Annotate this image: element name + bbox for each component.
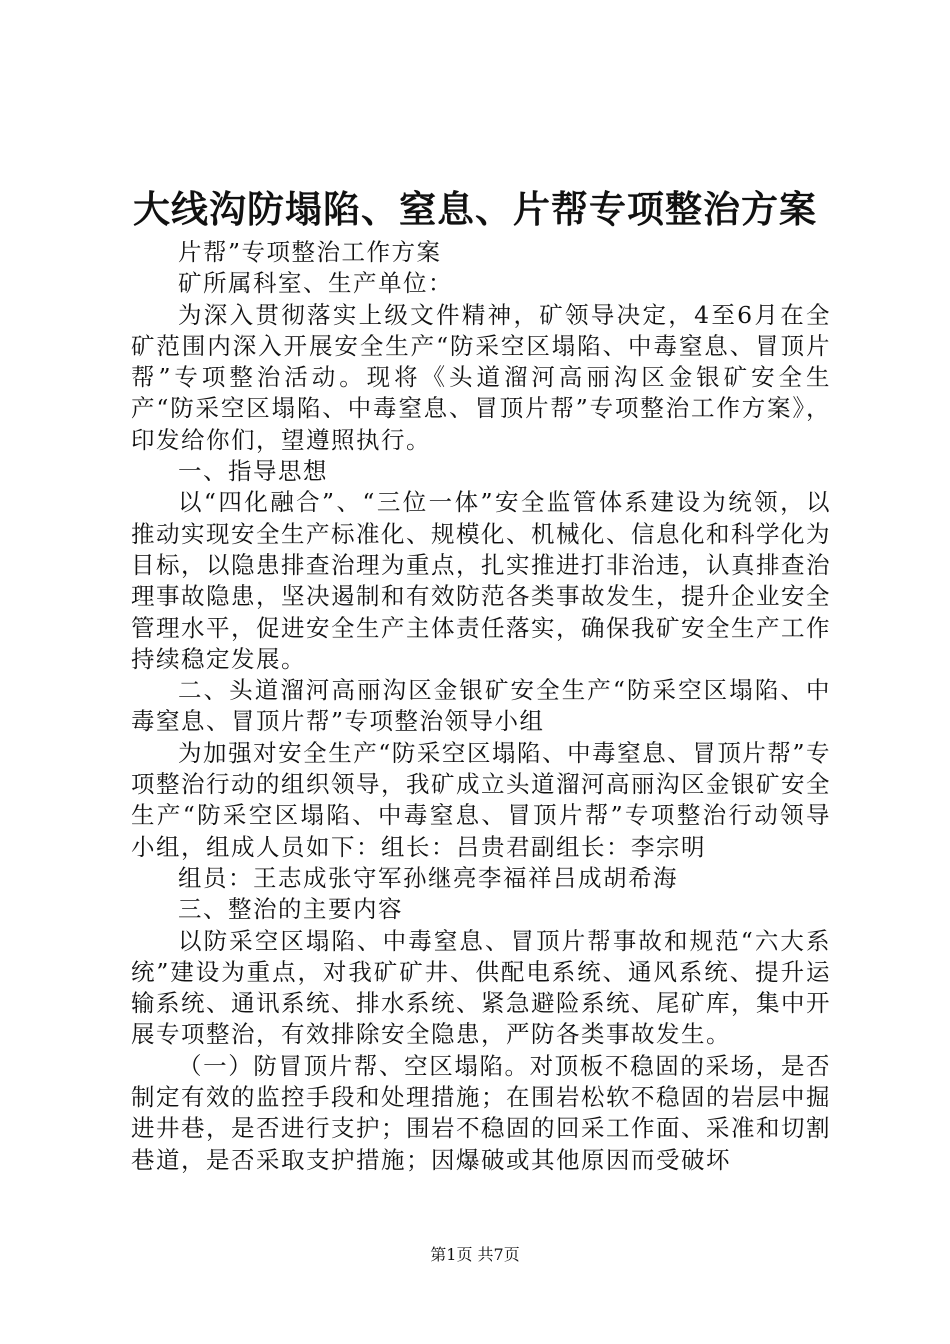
paragraph-roof-fall-prevention: （一）防冒顶片帮、空区塌陷。对顶板不稳固的采场，是否制定有效的监控手段和处理措施；在围岩松软不稳固的岩层中掘进井巷，是否进行支护；围岩不稳固的回采工作面、采准和切割巷道，是否采取支护措施；因爆破或其他原因而受破坏 bbox=[131, 1051, 831, 1174]
paragraph-leadership-group: 为加强对安全生产“防采空区塌陷、中毒窒息、冒顶片帮”专项整治行动的组织领导，我矿成立头道溜河高丽沟区金银矿安全生产“防采空区塌陷、中毒窒息、冒顶片帮”专项整治行动领导小组，组成人员如下：组长：吕贵君副组长：李宗明 bbox=[131, 738, 831, 861]
paragraph-group-members: 组员：王志成张守军孙继亮李福祥吕成胡希海 bbox=[178, 863, 678, 892]
paragraph-addressee: 矿所属科室、生产单位： bbox=[178, 269, 453, 298]
page-number-footer: 第1页 共7页 bbox=[430, 1245, 520, 1264]
paragraph-intro: 为深入贯彻落实上级文件精神，矿领导决定，4至6月在全矿范围内深入开展安全生产“防采空区塌陷、中毒窒息、冒顶片帮”专项整治活动。现将《头道溜河高丽沟区金银矿安全生产“防采空区塌陷、中毒窒息、冒顶片帮”专项整治工作方案》，印发给你们，望遵照执行。 bbox=[131, 300, 831, 454]
section-heading-main-content: 三、整治的主要内容 bbox=[178, 895, 403, 924]
paragraph-main-content: 以防采空区塌陷、中毒窒息、冒顶片帮事故和规范“六大系统”建设为重点，对我矿矿井、供配电系统、通风系统、提升运输系统、通讯系统、排水系统、紧急避险系统、尾矿库，集中开展专项整治，有效排除安全隐患，严防各类事故发生。 bbox=[131, 926, 831, 1049]
section-heading-leadership-group: 二、头道溜河高丽沟区金银矿安全生产“防采空区塌陷、中毒窒息、冒顶片帮”专项整治领导小组 bbox=[131, 676, 831, 736]
section-heading-guiding-thought: 一、指导思想 bbox=[178, 457, 328, 486]
document-title: 大线沟防塌陷、窒息、片帮专项整治方案 bbox=[133, 187, 817, 231]
paragraph-guiding-thought: 以“四化融合”、“三位一体”安全监管体系建设为统领，以推动实现安全生产标准化、规模化、机械化、信息化和科学化为目标，以隐患排查治理为重点，扎实推进打非治违，认真排查治理事故隐患，坚决遏制和有效防范各类事故发生，提升企业安全管理水平，促进安全生产主体责任落实，确保我矿安全生产工作持续稳定发展。 bbox=[131, 488, 831, 673]
paragraph-heading-fragment: 片帮”专项整治工作方案 bbox=[178, 238, 442, 266]
document-body bbox=[131, 237, 831, 1176]
